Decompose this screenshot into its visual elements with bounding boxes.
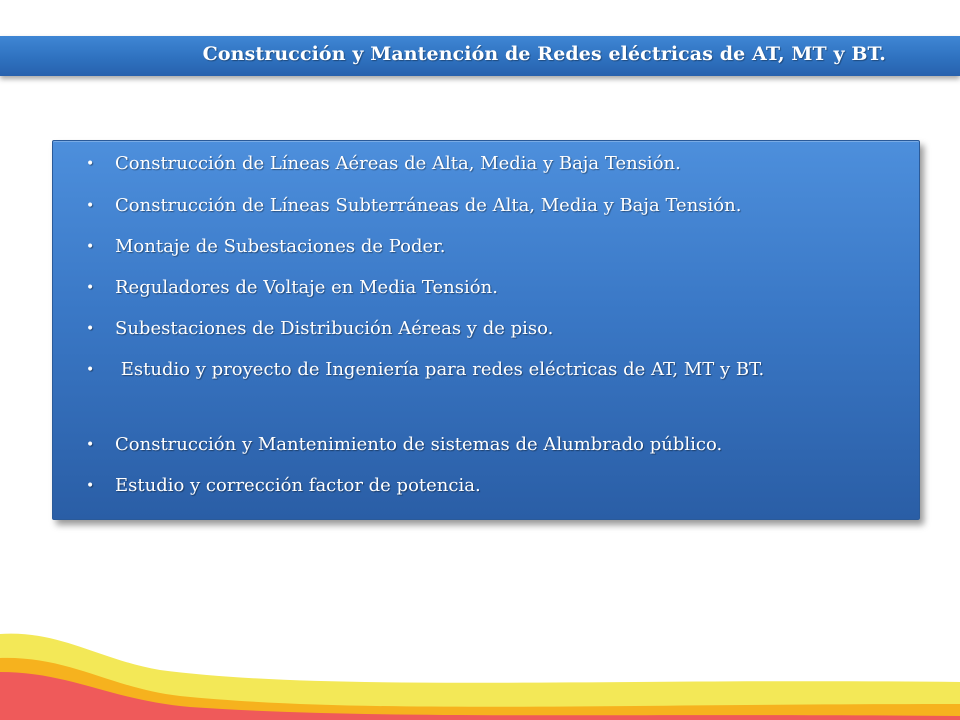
list-item-text: Subestaciones de Distribución Aéreas y de piso. (115, 318, 554, 339)
list-item-text: Estudio y proyecto de Ingeniería para redes eléctricas de AT, MT y BT. (115, 359, 765, 380)
list-item (86, 191, 911, 221)
list-item (86, 430, 911, 460)
slide-title: Construcción y Mantención de Redes eléctricas de AT, MT y BT. (202, 43, 886, 65)
list-item (86, 273, 911, 303)
bullet-icon: • (86, 280, 95, 296)
list-item (86, 149, 911, 179)
list-item-text: Reguladores de Voltaje en Media Tensión. (115, 277, 498, 298)
bullet-icon: • (86, 321, 95, 337)
list-item-text: Construcción de Líneas Aéreas de Alta, Media y Baja Tensión. (115, 153, 681, 174)
bullet-icon: • (86, 239, 95, 255)
bullet-icon: • (86, 478, 95, 494)
bullet-icon: • (86, 437, 95, 453)
bullet-icon: • (86, 156, 95, 172)
list-item-text: Construcción de Líneas Subterráneas de Alta, Media y Baja Tensión. (115, 195, 742, 216)
list-item-text: Estudio y corrección factor de potencia. (115, 475, 481, 496)
list-item (86, 355, 911, 385)
bullet-icon: • (86, 198, 95, 214)
list-item-text: Construcción y Mantenimiento de sistemas de Alumbrado público. (115, 434, 723, 455)
bullet-icon: • (86, 362, 95, 378)
list-item-text: Montaje de Subestaciones de Poder. (115, 236, 446, 257)
list-item (86, 471, 911, 501)
decorative-wave (0, 600, 960, 720)
list-item (86, 232, 911, 262)
title-bar (0, 36, 960, 76)
list-item (86, 314, 911, 344)
content-box (52, 140, 920, 520)
